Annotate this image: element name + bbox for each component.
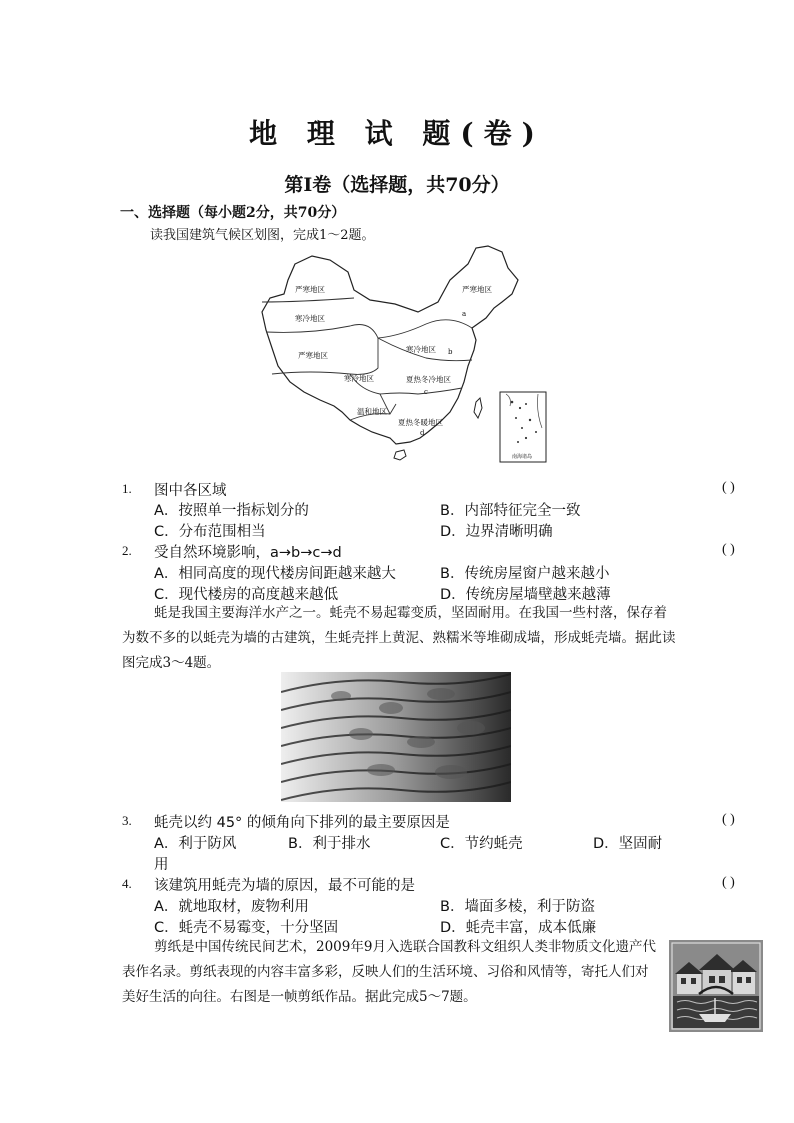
q4-answer-paren: ( )	[722, 875, 735, 890]
point-label-d: d	[420, 429, 425, 437]
q1-option-b: B．内部特征完全一致	[440, 503, 581, 519]
region-label-cold-xj: 寒冷地区	[295, 314, 325, 323]
region-label-severe-cold-ne: 严寒地区	[462, 285, 492, 294]
q4-option-b: B．墙面多棱，利于防盗	[440, 899, 595, 915]
q3-option-a: A．利于防风	[154, 836, 237, 852]
q1-option-a: A．按照单一指标划分的	[154, 503, 309, 519]
region-label-hot-summer-warm-winter: 夏热冬暖地区	[398, 418, 443, 427]
oyster-wall-photo	[281, 672, 511, 802]
exam-title: 地 理 试 题(卷)	[249, 117, 545, 150]
region-label-severe-cold-nw: 严寒地区	[295, 285, 325, 294]
q1-text: 图中各区域	[154, 483, 227, 499]
inset-label: 南海诸岛	[512, 454, 533, 460]
papercut-artwork	[669, 940, 763, 1032]
q1-option-d: D．边界清晰明确	[440, 524, 553, 540]
china-climate-map	[250, 242, 550, 466]
q4-option-c: C．蚝壳不易霉变，十分坚固	[154, 920, 339, 936]
q1-number: 1.	[122, 481, 132, 496]
q4-option-d: D．蚝壳丰富，成本低廉	[440, 920, 597, 936]
region-label-cold-north: 寒冷地区	[406, 345, 436, 354]
q4-text: 该建筑用蚝壳为墙的原因，最不可能的是	[154, 878, 415, 894]
q2-option-c: C．现代楼房的高度越来越低	[154, 587, 339, 603]
q3-option-c: C．节约蚝壳	[440, 836, 523, 852]
q2-text: 受自然环境影响，a→b→c→d	[154, 545, 342, 561]
exam-subtitle: 第Ⅰ卷（选择题，共70分）	[284, 174, 510, 196]
q3-option-b: B．利于排水	[288, 836, 371, 852]
region-label-mild: 温和地区	[357, 407, 387, 416]
hainan-island	[394, 450, 406, 460]
point-label-c: c	[424, 388, 428, 396]
region-label-severe-cold-tibet: 严寒地区	[298, 351, 328, 360]
instruction-1: 读我国建筑气候区划图，完成1～2题。	[150, 228, 375, 243]
q3-option-d-wrap: 用	[154, 857, 169, 873]
q4-number: 4.	[122, 876, 132, 891]
passage-papercut: 剪纸是中国传统民间艺术，2009年9月入选联合国教科文组织人类非物质文化遗产代表作名录。剪纸表现的内容丰富多彩，反映人们的生活环境、习俗和风情等，寄托人们对美好生活的向往。右图是一帧剪纸作品。据此完成5～7题。	[122, 939, 656, 1005]
q2-answer-paren: ( )	[722, 542, 735, 557]
q3-option-d: D．坚固耐	[593, 836, 663, 852]
q3-text: 蚝壳以约 45° 的倾角向下排列的最主要原因是	[154, 815, 450, 831]
section-heading: 一、选择题（每小题2分，共70分）	[120, 205, 346, 221]
region-label-cold-sw: 寒冷地区	[344, 374, 374, 383]
passage-oyster: 蚝是我国主要海洋水产之一。蚝壳不易起霉变质，坚固耐用。在我国一些村落，保存着为数不多的以蚝壳为墙的古建筑，生蚝壳拌上黄泥、熟糯米等堆砌成墙，形成蚝壳墙。据此读图完成3～4题。	[122, 605, 676, 671]
south-sea-inset	[500, 392, 546, 462]
region-label-hot-summer-cold-winter: 夏热冬冷地区	[406, 375, 451, 384]
taiwan-island	[474, 398, 482, 418]
q4-option-a: A．就地取材，废物利用	[154, 899, 309, 915]
q2-option-a: A．相同高度的现代楼房间距越来越大	[154, 566, 396, 582]
point-label-a: a	[462, 310, 467, 318]
q3-number: 3.	[122, 813, 132, 828]
q3-answer-paren: ( )	[722, 812, 735, 827]
q2-option-d: D．传统房屋墙壁越来越薄	[440, 587, 611, 603]
q2-number: 2.	[122, 543, 132, 558]
point-label-b: b	[448, 348, 453, 356]
q1-answer-paren: ( )	[722, 480, 735, 495]
q2-option-b: B．传统房屋窗户越来越小	[440, 566, 610, 582]
q1-option-c: C．分布范围相当	[154, 524, 266, 540]
